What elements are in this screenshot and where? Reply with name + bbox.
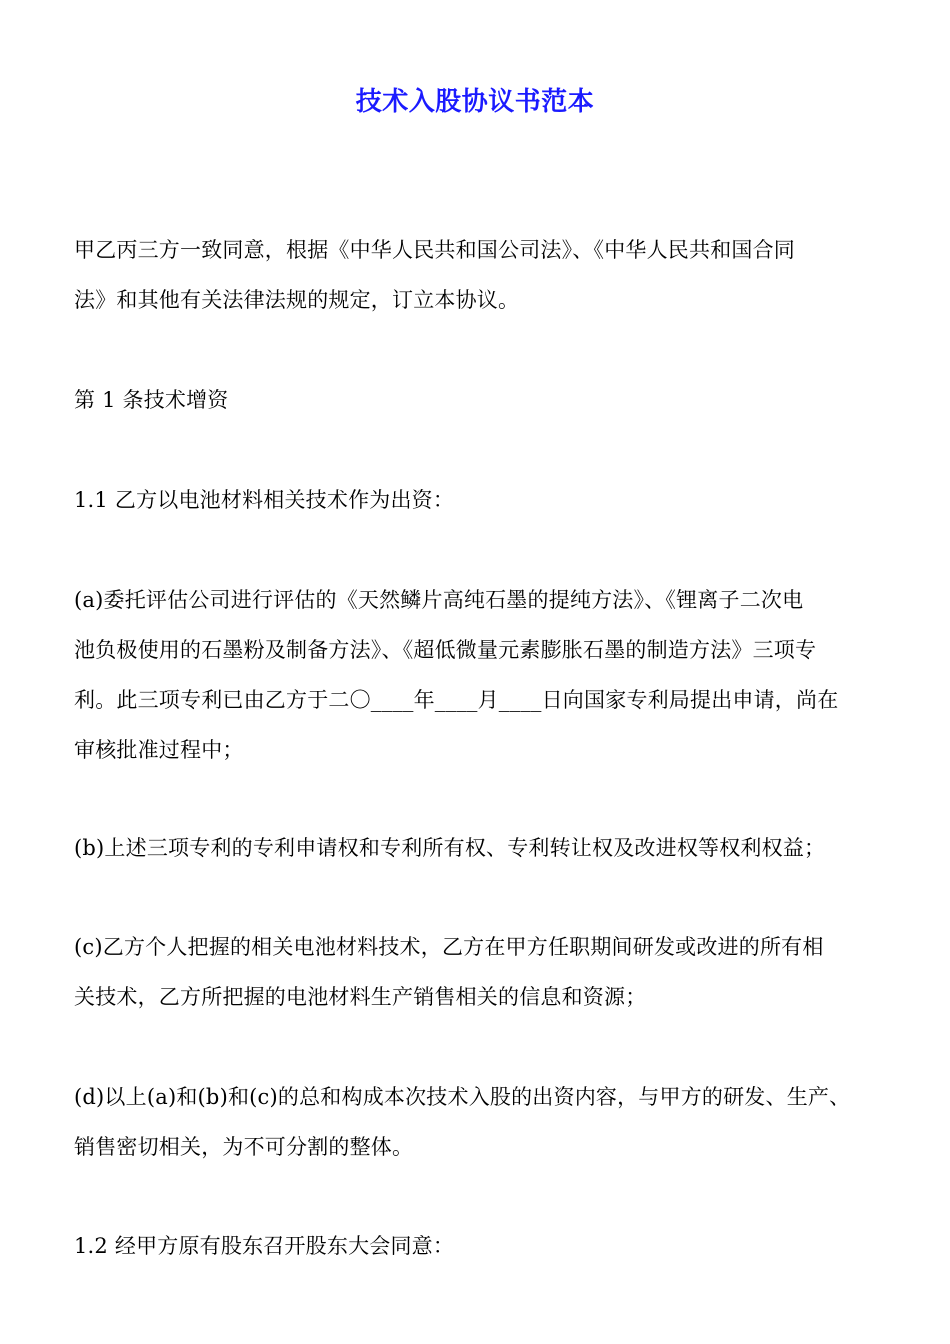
section-heading — [74, 375, 890, 425]
paragraph-line: 池负极使用的石墨粉及制备方法》、《超低微量元素膨胀石墨的制造方法》三项专 — [74, 638, 817, 662]
paragraph-line: 销售密切相关，为不可分割的整体。 — [74, 1135, 414, 1159]
clause-item-a — [74, 575, 890, 775]
clause-item-d — [74, 1072, 890, 1172]
paragraph-line: 1.1 乙方以电池材料相关技术作为出资： — [74, 488, 455, 512]
paragraph-line: 关技术，乙方所把握的电池材料生产销售相关的信息和资源； — [74, 985, 647, 1009]
paragraph-line: (b)上述三项专利的专利申请权和专利所有权、专利转让权及改进权等权利权益； — [74, 836, 826, 860]
paragraph-line: (d)以上(a)和(b)和(c)的总和构成本次技术入股的出资内容，与甲方的研发、生产、 — [74, 1085, 851, 1109]
paragraph-line: 第 1 条技术增资 — [74, 388, 229, 412]
paragraph-line: (a)委托评估公司进行评估的《天然鳞片高纯石墨的提纯方法》、《锂离子二次电 — [74, 588, 804, 612]
clause-item-b — [74, 823, 890, 873]
clause-1-2 — [74, 1221, 890, 1271]
paragraph-line: 利。此三项专利已由乙方于二〇____年____月____日向国家专利局提出申请，尚在 — [74, 688, 839, 712]
clause-item-c — [74, 922, 890, 1022]
paragraph-intro — [74, 225, 890, 325]
paragraph-line: (c)乙方个人把握的相关电池材料技术，乙方在甲方任职期间研发或改进的所有相 — [74, 935, 824, 959]
paragraph-line: 1.2 经甲方原有股东召开股东大会同意： — [74, 1234, 455, 1258]
paragraph-line: 审核批准过程中； — [74, 738, 244, 762]
paragraph-line: 法》和其他有关法律法规的规定，订立本协议。 — [74, 288, 520, 312]
paragraph-line: 甲乙丙三方一致同意，根据《中华人民共和国公司法》、《中华人民共和国合同 — [74, 238, 795, 262]
clause-1-1 — [74, 475, 890, 525]
document-title: 技术入股协议书范本 — [355, 87, 595, 117]
